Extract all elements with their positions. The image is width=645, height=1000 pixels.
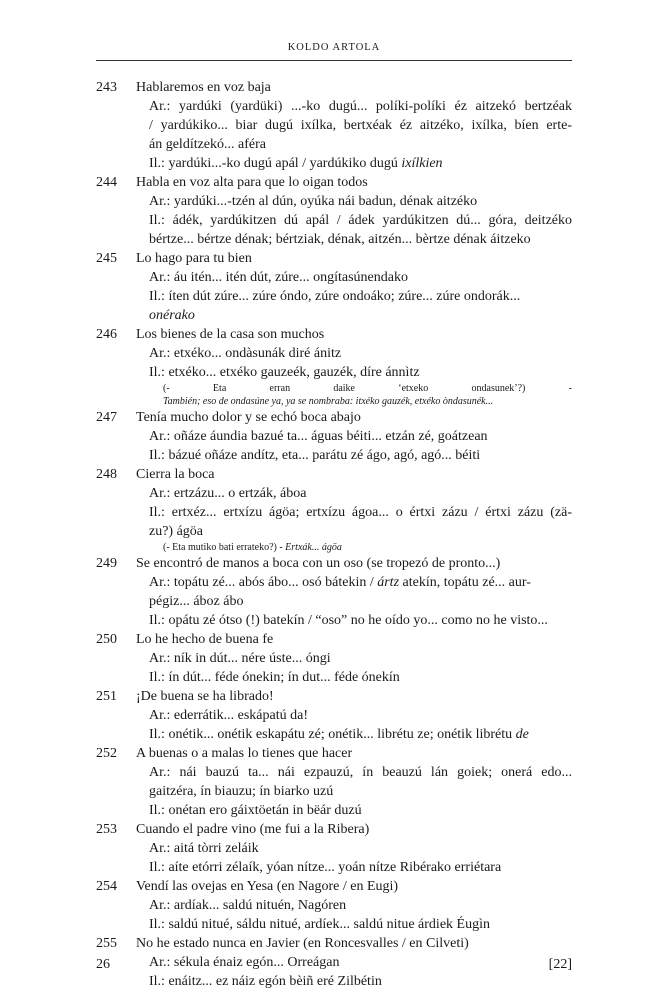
entry-il-line: Il.: enáitz... ez náiz egón bèiñ eré Zilbétin	[149, 974, 382, 989]
entry-ar-line: / yardúkiko... biar dugú ixílka, bertxéak éz aitzéko, ixílka, bíen erte-	[149, 118, 572, 133]
entry-ar-line: Ar.: yardúki...-tzén al dún, oyúka nái badun, dénak aitzéko	[149, 194, 478, 209]
entry-number: 252	[96, 746, 117, 761]
entry-252	[0, 744, 645, 820]
entry-number: 251	[96, 689, 117, 704]
entry-spanish: Tenía mucho dolor y se echó boca abajo	[136, 410, 361, 425]
entry-number: 245	[96, 251, 117, 266]
entry-number: 249	[96, 556, 117, 571]
entry-il-line	[149, 154, 572, 173]
entry-il-line: zu?) ágöa	[149, 524, 204, 539]
entry-il-line: Il.: onétan ero gáixtöetán in bëár duzú	[149, 803, 362, 818]
entry-spanish: Vendí las ovejas en Yesa (en Nagore / en Eugi)	[136, 879, 399, 894]
entry-spanish: ¡De buena se ha librado!	[136, 689, 274, 704]
entry-250	[0, 630, 645, 687]
entry-il-line: Il.: íten dút zúre... zúre óndo, zúre ondoáko; zúre... zúre ondorák...	[149, 289, 521, 304]
ar-text: atekín, topátu zé... aur-	[399, 575, 531, 590]
entry-number: 243	[96, 80, 117, 95]
entry-ar-line: Ar.: ederrátik... eskápatú da!	[149, 708, 308, 723]
note-italic: También; eso de ondasúne ya, ya se nombraba: itxéko gauzék, etxéko òndasunék...	[163, 396, 494, 407]
il-text: Il.: onétik... onétik eskapátu zé; onétik... librétu ze; onétik librétu	[149, 727, 516, 742]
entry-spanish: A buenas o a malas lo tienes que hacer	[136, 746, 353, 761]
entry-il-line: Il.: saldú nitué, sáldu nitué, ardíek... saldú nitue árdiek Éugìn	[149, 917, 490, 932]
entry-ar-line: án geldítzekó... aféra	[149, 137, 266, 152]
entry-ar-line: Ar.: oñáze áundia bazué ta... águas béiti... etzán zé, goátzean	[149, 429, 488, 444]
il-italic-word: ixílkien	[401, 156, 443, 171]
entry-253	[0, 820, 645, 877]
entry-il-line: Il.: ádék, yardúkitzen dú apál / ádek yardúkitzen dú... góra, deitzéko	[149, 213, 572, 228]
entry-249	[0, 554, 645, 630]
entry-number: 248	[96, 467, 117, 482]
entry-note: (- Eta erran daike ‘etxeko ondasunek’?) -	[163, 383, 572, 394]
entry-spanish: Cierra la boca	[136, 467, 215, 482]
entry-ar-line: pégiz... áboz ábo	[149, 594, 244, 609]
entry-il-line	[149, 725, 572, 744]
header-rule	[96, 60, 572, 61]
il-italic-word: onérako	[149, 308, 195, 323]
entry-spanish: Cuando el padre vino (me fui a la Ribera)	[136, 822, 370, 837]
ar-italic-word: ártz	[377, 575, 400, 590]
bracket-page-number: [22]	[548, 957, 572, 972]
entry-il-line: bértze... bértze dénak; bértziak, dénak, aitzén... bèrtze dénak áitzeko	[149, 232, 531, 247]
entry-ar-line: Ar.: aitá tòrri zeláik	[149, 841, 259, 856]
note-text: (- Eta mutiko bati errateko?) -	[163, 542, 286, 553]
entry-ar-line	[149, 573, 572, 592]
entry-ar-line: Ar.: áu itén... itén dút, zúre... ongítasúnendako	[149, 270, 408, 285]
entry-number: 250	[96, 632, 117, 647]
entry-note	[163, 395, 572, 408]
running-head: KOLDO ARTOLA	[287, 42, 381, 53]
entries-list	[0, 78, 645, 991]
entry-246	[0, 325, 645, 408]
il-text: Il.: yardúki...-ko dugú apál / yardúkiko dugú	[149, 156, 402, 171]
entry-il-line: Il.: ertxéz... ertxízu ágöa; ertxízu ágoa... o értxi zázu / értxi zázu (zä-	[149, 505, 572, 520]
entry-number: 254	[96, 879, 117, 894]
entry-ar-line: Ar.: nái bauzú ta... nái ezpauzú, ín beauzú lán goiek; onerá edo...	[149, 765, 572, 780]
entry-248	[0, 465, 645, 554]
entry-ar-line: Ar.: etxéko... ondàsunák diré ánitz	[149, 346, 342, 361]
entry-il-line: Il.: bázué oñáze andítz, eta... parátu zé ágo, agó, agó... béiti	[149, 448, 481, 463]
entry-number: 246	[96, 327, 117, 342]
entry-247	[0, 408, 645, 465]
entry-ar-line: gaitzéra, ín biauzu; ín biarko uzú	[149, 784, 334, 799]
entry-245	[0, 249, 645, 325]
ar-text: Ar.: topátu zé... abós ábo... osó bátekin /	[149, 575, 378, 590]
entry-ar-line: Ar.: ník in dút... nére úste... óngi	[149, 651, 331, 666]
entry-number: 255	[96, 936, 117, 951]
entry-spanish: No he estado nunca en Javier (en Roncesvalles / en Cilveti)	[136, 936, 469, 951]
entry-number: 247	[96, 410, 117, 425]
entry-spanish: Se encontró de manos a boca con un oso (se tropezó de pronto...)	[136, 556, 501, 571]
entry-244	[0, 173, 645, 249]
entry-il-line	[149, 306, 572, 325]
entry-number: 244	[96, 175, 117, 190]
note-italic: Ertxák... ágöa	[285, 542, 342, 553]
entry-spanish: Habla en voz alta para que lo oigan todos	[136, 175, 368, 190]
entry-254	[0, 877, 645, 934]
entry-number: 253	[96, 822, 117, 837]
entry-il-line: Il.: etxéko... etxéko gauzeék, gauzék, díre ánnìtz	[149, 365, 420, 380]
entry-note	[163, 541, 572, 554]
entry-il-line: Il.: opátu zé ótso (!) batekín / “oso” no he oído yo... como no he visto...	[149, 613, 548, 628]
entry-spanish: Lo he hecho de buena fe	[136, 632, 274, 647]
entry-ar-line: Ar.: yardúki (yardüki) ...-ko dugú... políki-políki éz aitzekó bertzéak	[149, 99, 572, 114]
entry-ar-line: Ar.: sékula énaiz egón... Orreágan	[149, 955, 340, 970]
il-italic-word: de	[515, 727, 529, 742]
page-number: 26	[96, 957, 110, 972]
entry-il-line: Il.: aíte etórri zélaík, yóan nítze... yoán nítze Ribérako erriétara	[149, 860, 502, 875]
entry-ar-line: Ar.: ardíak... saldú nituén, Nagóren	[149, 898, 347, 913]
entry-spanish: Lo hago para tu bien	[136, 251, 252, 266]
entry-spanish: Los bienes de la casa son muchos	[136, 327, 325, 342]
entry-il-line: Il.: ín dút... féde ónekin; ín dut... féde ónekín	[149, 670, 400, 685]
entry-spanish: Hablaremos en voz baja	[136, 80, 271, 95]
entry-251	[0, 687, 645, 744]
entry-243	[0, 78, 645, 173]
entry-ar-line: Ar.: ertzázu... o ertzák, áboa	[149, 486, 307, 501]
